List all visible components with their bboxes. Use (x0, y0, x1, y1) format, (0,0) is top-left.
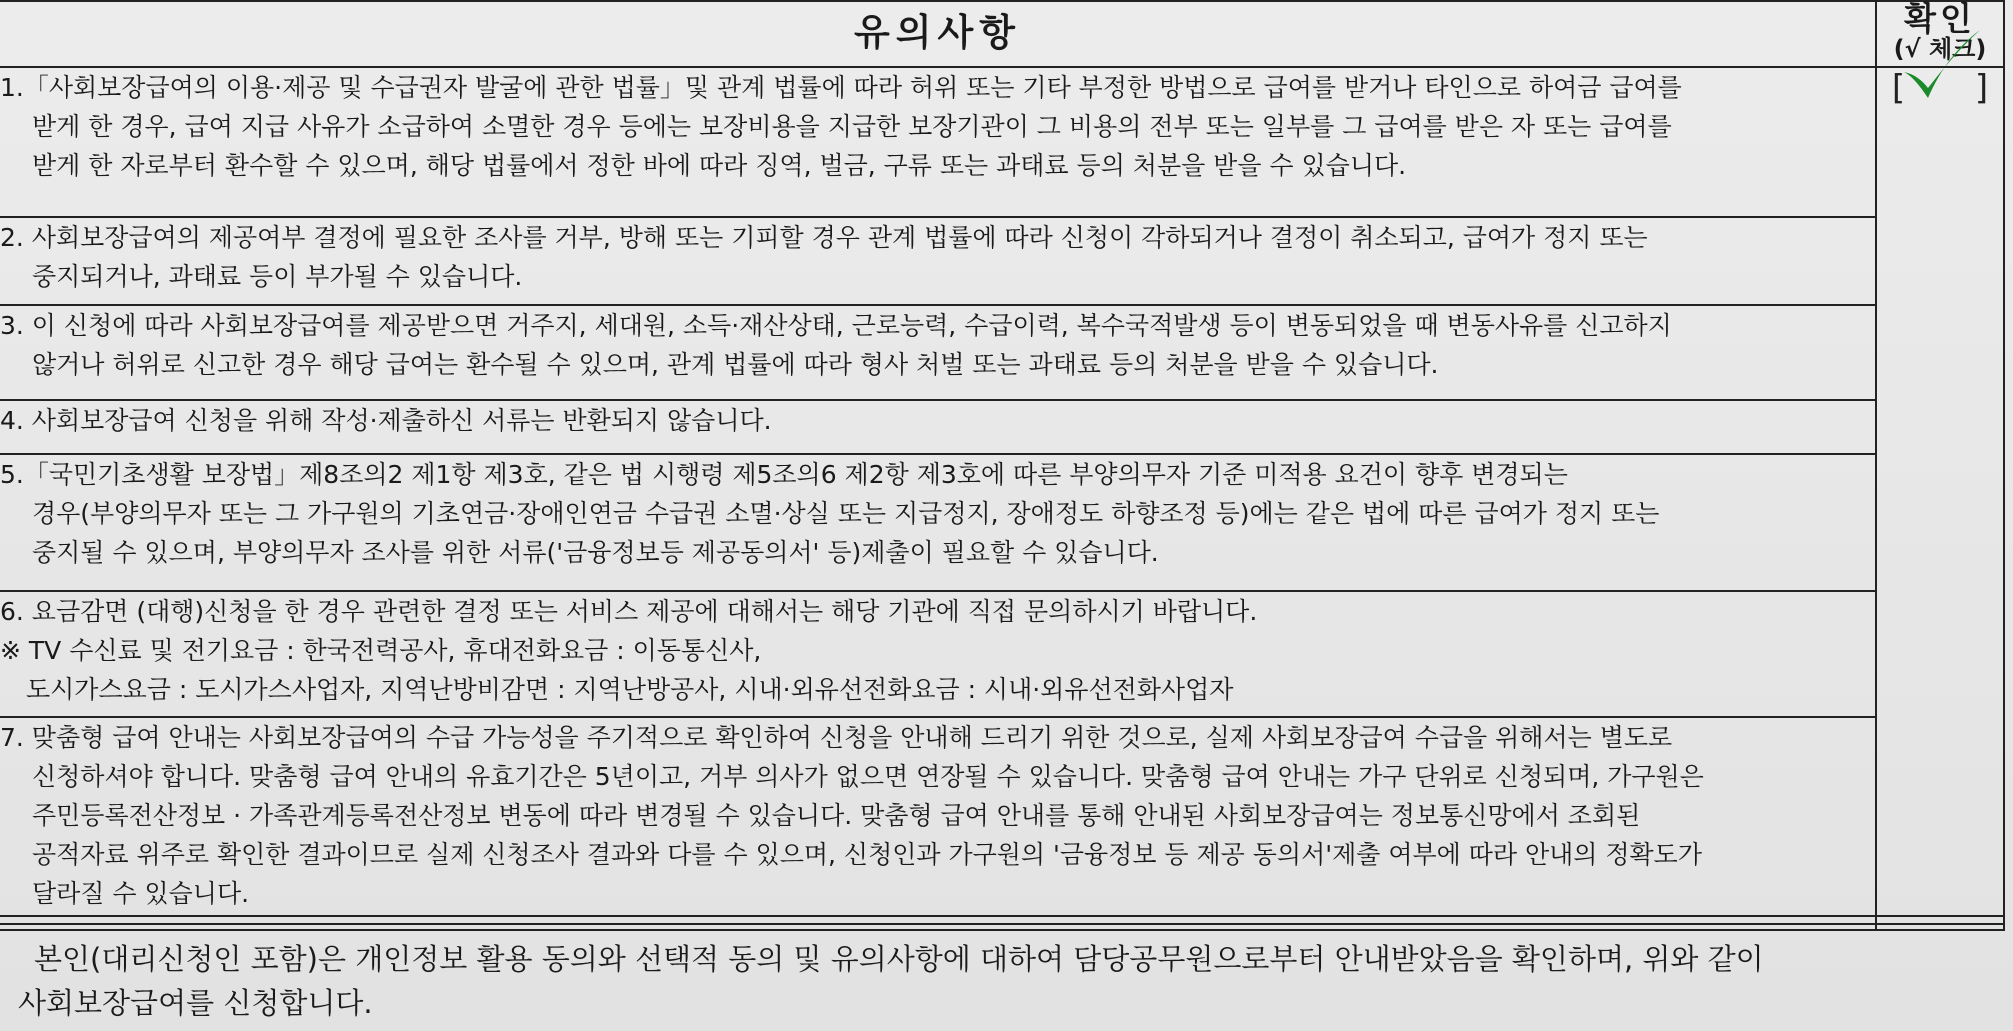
notice-row-1 (0, 67, 2004, 217)
notice-line: 2. 사회보장급여의 제공여부 결정에 필요한 조사를 거부, 방해 또는 기피할 경우 관계 법률에 따라 신청이 각하되거나 결정이 취소되고, 급여가 정지 또는 (0, 223, 1648, 252)
notice-line: 중지될 수 있으며, 부양의무자 조사를 위한 서류('금융정보등 제공동의서' 등)제출이 필요할 수 있습니다. (32, 538, 1159, 567)
notice-line: ※ TV 수신료 및 전기요금 : 한국전력공사, 휴대전화요금 : 이동통신사, (0, 636, 762, 665)
notice-line: 주민등록전산정보 · 가족관계등록전산정보 변동에 따라 변경될 수 있습니다. 맞춤형 급여 안내를 통해 안내된 사회보장급여는 정보통신망에서 조회된 (32, 801, 1641, 830)
notice-line: 4. 사회보장급여 신청을 위해 작성·제출하신 서류는 반환되지 않습니다. (0, 406, 772, 435)
notice-item-6 (0, 591, 1876, 717)
notice-row-4 (0, 400, 2004, 454)
table-header-row (0, 1, 2004, 67)
notice-line: 3. 이 신청에 따라 사회보장급여를 제공받으면 거주지, 세대원, 소득·재산상태, 근로능력, 수급이력, 복수국적발생 등이 변동되었을 때 변동사유를 신고하지 (0, 311, 1672, 340)
notice-line: 도시가스요금 : 도시가스사업자, 지역난방비감면 : 지역난방공사, 시내·외유선전화요금 : 시내·외유선전화사업자 (26, 675, 1234, 704)
notice-line: 경우(부양의무자 또는 그 가구원의 기초연금·장애인연금 수급권 소멸·상실 또는 지급정지, 장애정도 하향조정 등)에는 같은 법에 따른 급여가 정지 또는 (32, 499, 1660, 528)
notice-line: 받게 한 자로부터 환수할 수 있으며, 해당 법률에서 정한 바에 따라 징역, 벌금, 구류 또는 과태료 등의 처분을 받을 수 있습니다. (32, 151, 1407, 180)
double-divider (0, 915, 2004, 925)
notice-line: 않거나 허위로 신고한 경우 해당 급여는 환수될 수 있으며, 관계 법률에 따라 형사 처벌 또는 과태료 등의 처분을 받을 수 있습니다. (32, 350, 1439, 379)
check-cell[interactable] (1876, 67, 2004, 930)
declaration-line: 본인(대리신청인 포함)은 개인정보 활용 동의와 선택적 동의 및 유의사항에 대하여 담당공무원으로부터 안내받았음을 확인하며, 위와 같이 (34, 942, 1764, 976)
notice-title: 유의사항 (0, 1, 1876, 67)
checkmark-icon (1898, 26, 1982, 110)
notice-row-3 (0, 305, 2004, 400)
notice-item-5 (0, 454, 1876, 591)
notice-line: 7. 맞춤형 급여 안내는 사회보장급여의 수급 가능성을 주기적으로 확인하여 신청을 안내해 드리기 위한 것으로, 실제 사회보장급여 수급을 위해서는 별도로 (0, 723, 1673, 752)
check-subtitle: (√ 체크) (1893, 34, 1987, 63)
notice-line: 5.「국민기초생활 보장법」제8조의2 제1항 제3호, 같은 법 시행령 제5조의6 제2항 제3호에 따른 부양의무자 기준 미적용 요건이 향후 변경되는 (0, 460, 1568, 489)
declaration-text (18, 937, 1764, 1025)
notice-line: 중지되거나, 과태료 등이 부가될 수 있습니다. (32, 262, 523, 291)
notice-item-1 (0, 67, 1876, 217)
check-title: 확인 (1904, 0, 1976, 38)
notice-item-2 (0, 217, 1876, 305)
notice-item-4 (0, 400, 1876, 454)
notice-row-7 (0, 717, 2004, 930)
notice-row-2 (0, 217, 2004, 305)
notice-item-3 (0, 305, 1876, 400)
notice-item-7 (0, 717, 1876, 930)
checkbox[interactable] (1892, 68, 1988, 108)
notice-line: 6. 요금감면 (대행)신청을 한 경우 관련한 결정 또는 서비스 제공에 대해서는 해당 기관에 직접 문의하시기 바랍니다. (0, 597, 1258, 626)
open-bracket: [ (1891, 68, 1906, 108)
notice-line: 받게 한 경우, 급여 지급 사유가 소급하여 소멸한 경우 등에는 보장비용을 지급한 보장기관이 그 비용의 전부 또는 일부를 그 급여를 받은 자 또는 급여를 (32, 112, 1672, 141)
notice-row-5 (0, 454, 2004, 591)
notice-line: 달라질 수 있습니다. (32, 879, 250, 908)
close-bracket: ] (1974, 68, 1989, 108)
notice-row-6 (0, 591, 2004, 717)
notice-line: 1.「사회보장급여의 이용·제공 및 수급권자 발굴에 관한 법률」및 관계 법률에 따라 허위 또는 기타 부정한 방법으로 급여를 받거나 타인으로 하여금 급여를 (0, 73, 1682, 102)
notice-line: 공적자료 위주로 확인한 결과이므로 실제 신청조사 결과와 다를 수 있으며, 신청인과 가구원의 '금융정보 등 제공 동의서'제출 여부에 따라 안내의 정확도가 (32, 840, 1702, 869)
declaration-line: 사회보장급여를 신청합니다. (18, 986, 373, 1020)
notice-line: 신청하셔야 합니다. 맞춤형 급여 안내의 유효기간은 5년이고, 거부 의사가 없으면 연장될 수 있습니다. 맞춤형 급여 안내는 가구 단위로 신청되며, 가구원은 (32, 762, 1704, 791)
